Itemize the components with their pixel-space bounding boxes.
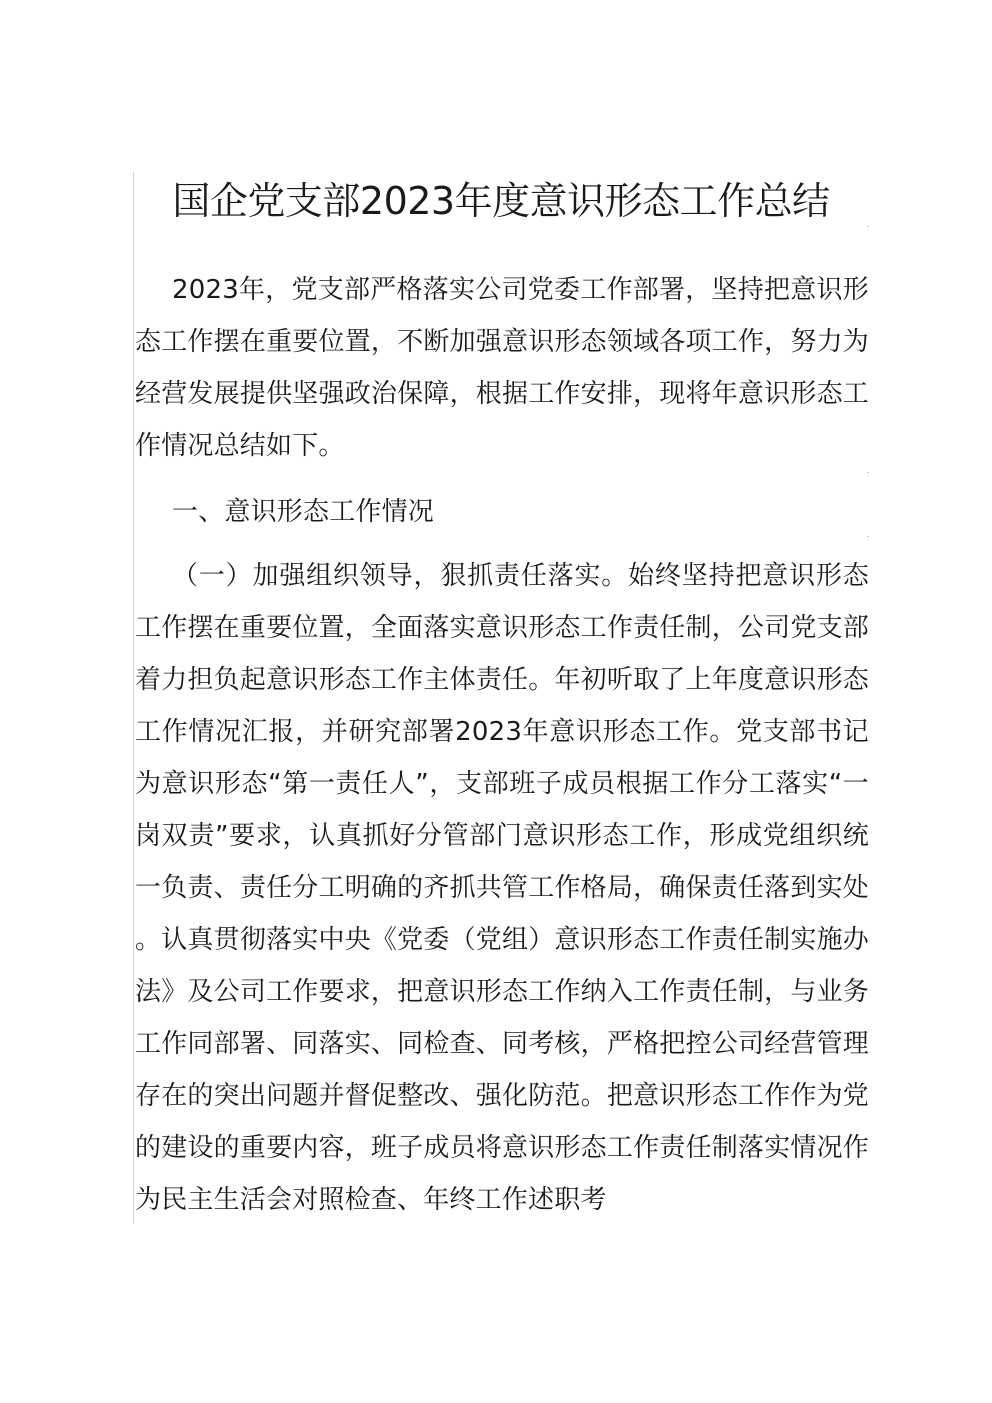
margin-tick xyxy=(867,226,869,227)
section-heading: 一、意识形态工作情况 xyxy=(172,497,435,527)
intro-paragraph: 2023年，党支部严格落实公司党委工作部署，坚持把意识形态工作摆在重要位置，不断加强意识形态领域各项工作，努力为经营发展提供坚强政治保障，根据工作安排，现将年意识形态工作情况总结如下。 xyxy=(135,275,869,461)
margin-tick xyxy=(867,472,869,473)
document-title: 国企党支部2023年度意识形态工作总结 xyxy=(172,179,830,223)
section-paragraph: （一）加强组织领导，狠抓责任落实。始终坚持把意识形态工作摆在重要位置，全面落实意识形态工作责任制，公司党支部着力担负起意识形态工作主体责任。年初听取了上年度意识形态工作情况汇报，并研究部署2023年意识形态工作。党支部书记为意识形态“第一责任人”，支部班子成员根据工作分工落实“一岗双责”要求，认真抓好分管部门意识形态工作，形成党组织统一负责、责任分工明确的齐抓共管工作格局，确保责任落到实处。认真贯彻落实中央《党委（党组）意识形态工作责任制实施办法》及公司工作要求，把意识形态工作纳入工作责任制，与业务工作同部署、同落实、同检查、同考核，严格把控公司经营管理存在的突出问题并督促整改、强化防范。把意识形态工作作为党的建设的重要内容，班子成员将意识形态工作责任制落实情况作为民主生活会对照检查、年终工作述职考 xyxy=(135,561,869,1215)
left-margin-line xyxy=(133,172,134,1224)
